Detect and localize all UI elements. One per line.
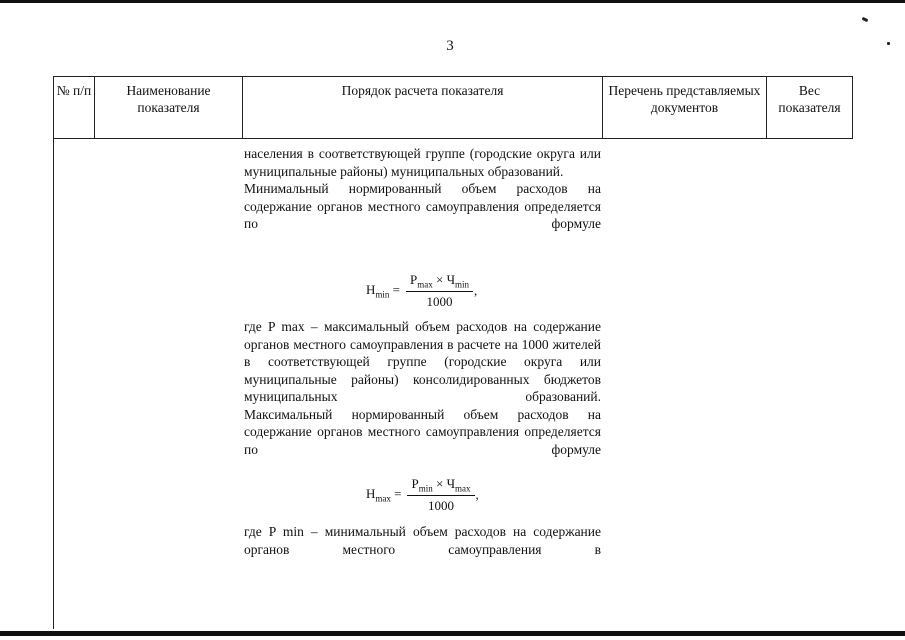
header-table xyxy=(53,76,853,139)
calc-text-block-1 xyxy=(244,145,601,233)
header-col-docs: Перечень представляемых документов xyxy=(603,77,767,139)
scan-speck xyxy=(887,42,890,45)
formula-fraction xyxy=(406,272,473,310)
formula-h-min: $H_{min}$ = $\frac{P_{max} \times Ч_{min}}{1000}$ , xyxy=(366,272,478,309)
scan-speck xyxy=(862,17,869,22)
paragraph: населения в соответствующей группе (городские округа или муниципальные районы) муниципальных образований. xyxy=(244,146,601,179)
formula-lhs: $H_{max}$ = xyxy=(366,486,402,504)
scan-top-edge xyxy=(0,0,905,3)
header-col-calc: Порядок расчета показателя xyxy=(243,77,603,139)
formula-denominator: 1000 xyxy=(426,293,453,309)
formula-denominator: 1000 xyxy=(428,497,454,513)
formula-h-max: $H_{max}$ = $\frac{P_{min} \times Ч_{max}}{1000}$ , xyxy=(366,476,479,513)
calc-text-block-2 xyxy=(244,318,601,458)
column-rule-left xyxy=(53,139,54,629)
header-col-weight: Вес показателя xyxy=(767,77,853,139)
formula-lhs: $H_{min}$ = xyxy=(366,282,400,300)
formula-numerator: $P_{min} \times Ч_{max}$ xyxy=(407,476,474,496)
scan-bottom-edge xyxy=(0,631,905,636)
paragraph: Максимальный нормированный объем расходов на содержание органов местного самоуправления определяется по формуле xyxy=(244,406,601,457)
calc-text-block-3 xyxy=(244,523,601,558)
formula-fraction xyxy=(407,476,474,514)
header-col-number: № п/п xyxy=(54,77,95,139)
formula-numerator: $P_{max} \times Ч_{min}$ xyxy=(406,272,473,292)
paragraph: где P max – максимальный объем расходов на содержание органов местного самоуправления в расчете на 1000 жителей в соответствующей группе (городские округа или муниципальные районы) консолидированных бюджетов муниципальных образований. xyxy=(244,319,601,404)
page-number: 3 xyxy=(446,38,454,54)
header-col-name: Наименование показателя xyxy=(95,77,243,139)
paragraph: где P min – минимальный объем расходов на содержание органов местного самоуправления в xyxy=(244,524,601,557)
paragraph: Минимальный нормированный объем расходов на содержание органов местного самоуправления определяется по формуле xyxy=(244,181,601,231)
